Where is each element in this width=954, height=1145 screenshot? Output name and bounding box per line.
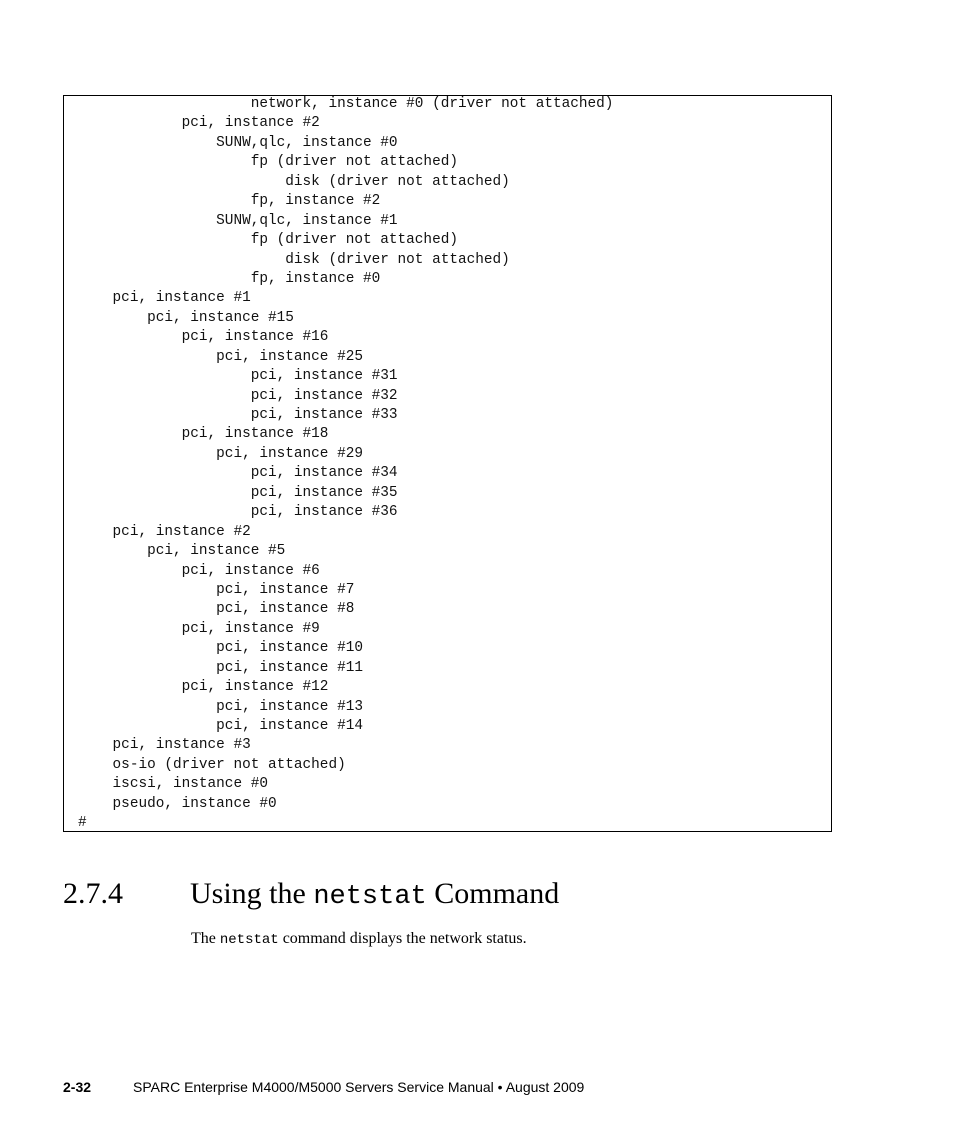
code-line: pci, instance #18 [78,426,329,443]
code-lines [78,95,613,834]
code-line: pci, instance #29 [78,445,363,462]
section-title-command: netstat [313,882,427,912]
code-line: pci, instance #2 [78,523,251,540]
code-line: network, instance #0 (driver not attached) [78,96,614,112]
body-text-command: netstat [219,932,279,948]
footer-manual-title: SPARC Enterprise M4000/M5000 Servers Service Manual • August 2009 [133,1079,585,1095]
code-line: SUNW,qlc, instance #0 [78,134,398,151]
code-line: pci, instance #2 [78,115,320,132]
code-line: pci, instance #31 [78,368,398,385]
code-line: pci, instance #16 [78,329,329,346]
section-body-paragraph [191,928,527,951]
code-line: pci, instance #14 [78,718,363,734]
code-line: pseudo, instance #0 [78,795,277,812]
code-line: pci, instance #11 [78,659,363,676]
code-line: pci, instance #9 [78,620,320,637]
code-block [63,95,832,832]
body-text-prefix: The [191,930,220,947]
code-line: pci, instance #25 [78,348,363,365]
code-line: os-io (driver not attached) [78,756,346,773]
code-line: pci, instance #36 [78,504,398,521]
code-line: pci, instance #13 [78,698,363,715]
code-line: # [78,815,87,832]
section-title-prefix: Using the [190,877,314,910]
section-title [190,872,559,919]
code-line: pci, instance #1 [78,290,251,307]
code-line: fp, instance #2 [78,193,381,210]
code-line: pci, instance #35 [78,484,398,501]
code-line: pci, instance #15 [78,309,294,326]
code-line: disk (driver not attached) [78,251,510,268]
code-line: pci, instance #8 [78,601,355,618]
code-line: pci, instance #32 [78,387,398,404]
code-line: pci, instance #33 [78,407,398,423]
section-title-suffix: Command [426,877,560,910]
code-line: pci, instance #5 [78,543,286,560]
footer-page-number: 2-32 [63,1079,92,1095]
code-line: SUNW,qlc, instance #1 [78,212,398,229]
code-line: iscsi, instance #0 [78,776,268,793]
code-line: fp (driver not attached) [78,232,458,249]
body-text-suffix: command displays the network status. [278,930,527,947]
code-line: pci, instance #7 [78,581,355,598]
section-number: 2.7.4 [63,877,123,910]
code-line: fp, instance #0 [78,270,381,287]
code-line: pci, instance #3 [78,737,251,754]
code-line: disk (driver not attached) [78,173,510,190]
code-line: pci, instance #34 [78,465,398,482]
code-line: pci, instance #10 [78,640,363,657]
code-line: fp (driver not attached) [78,154,458,171]
code-line: pci, instance #6 [78,562,320,579]
code-line: pci, instance #12 [78,679,329,696]
